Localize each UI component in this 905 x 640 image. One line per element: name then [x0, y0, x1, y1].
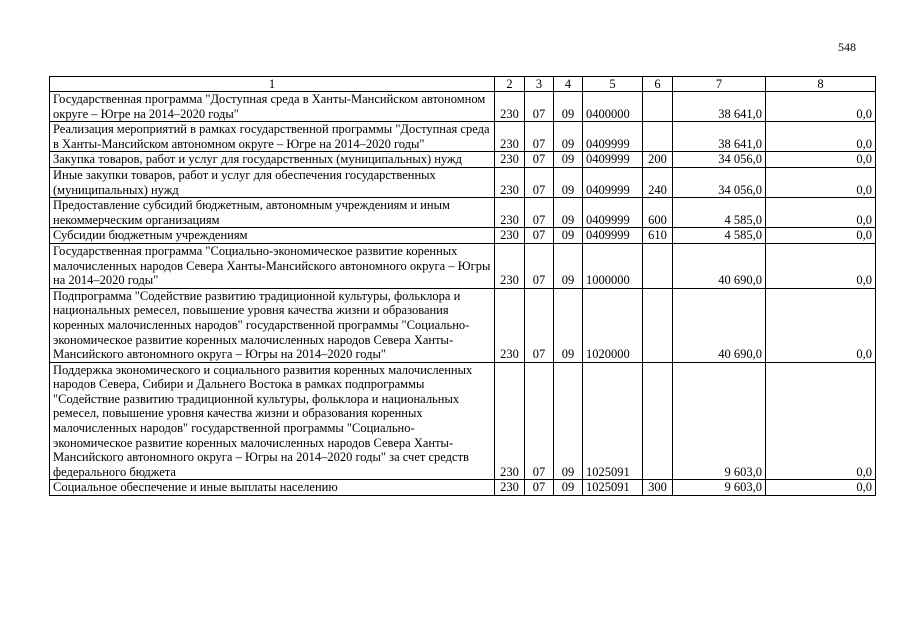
section-code-cell: 07 [525, 480, 554, 496]
admin-code-cell: 230 [495, 243, 525, 288]
admin-code-cell: 230 [495, 152, 525, 168]
row-name-cell: Государственная программа "Социально-экономическое развитие коренных малочисленных народов Севера Ханты-Мансийского автономного округа – Югры на 2014–2020 годы" [50, 243, 495, 288]
section-code-cell: 07 [525, 243, 554, 288]
expense-type-code-cell: 610 [643, 228, 673, 244]
amount-cell: 4 585,0 [673, 198, 766, 228]
admin-code-cell: 230 [495, 167, 525, 197]
amount-extra-cell: 0,0 [766, 288, 876, 362]
table-row [50, 288, 876, 362]
amount-cell: 4 585,0 [673, 228, 766, 244]
target-article-code-cell: 1020000 [583, 288, 643, 362]
subsection-code-cell: 09 [554, 198, 583, 228]
section-code-cell: 07 [525, 152, 554, 168]
amount-cell: 38 641,0 [673, 122, 766, 152]
header-cell: 8 [766, 77, 876, 92]
header-row [50, 77, 876, 92]
row-name-cell: Социальное обеспечение и иные выплаты населению [50, 480, 495, 496]
table-row [50, 92, 876, 122]
subsection-code-cell: 09 [554, 243, 583, 288]
amount-cell: 38 641,0 [673, 92, 766, 122]
table-row [50, 362, 876, 480]
table-row [50, 167, 876, 197]
row-name-cell: Закупка товаров, работ и услуг для государственных (муниципальных) нужд [50, 152, 495, 168]
subsection-code-cell: 09 [554, 167, 583, 197]
header-cell: 1 [50, 77, 495, 92]
expense-type-code-cell: 200 [643, 152, 673, 168]
subsection-code-cell: 09 [554, 92, 583, 122]
amount-extra-cell: 0,0 [766, 362, 876, 480]
table-row [50, 228, 876, 244]
row-name-cell: Предоставление субсидий бюджетным, автономным учреждениям и иным некоммерческим организациям [50, 198, 495, 228]
subsection-code-cell: 09 [554, 288, 583, 362]
section-code-cell: 07 [525, 122, 554, 152]
admin-code-cell: 230 [495, 122, 525, 152]
section-code-cell: 07 [525, 92, 554, 122]
row-name-cell: Реализация мероприятий в рамках государственной программы "Доступная среда в Ханты-Мансийском автономном округе – Югре на 2014–2020 годы" [50, 122, 495, 152]
expense-type-code-cell [643, 362, 673, 480]
admin-code-cell: 230 [495, 480, 525, 496]
amount-extra-cell: 0,0 [766, 243, 876, 288]
table-row [50, 122, 876, 152]
target-article-code-cell: 0409999 [583, 198, 643, 228]
subsection-code-cell: 09 [554, 362, 583, 480]
target-article-code-cell: 0409999 [583, 122, 643, 152]
admin-code-cell: 230 [495, 288, 525, 362]
amount-extra-cell: 0,0 [766, 152, 876, 168]
subsection-code-cell: 09 [554, 228, 583, 244]
section-code-cell: 07 [525, 228, 554, 244]
amount-cell: 40 690,0 [673, 243, 766, 288]
amount-cell: 9 603,0 [673, 362, 766, 480]
row-name-cell: Подпрограмма "Содействие развитию традиционной культуры, фольклора и национальных ремесел, повышение уровня качества жизни и образования коренных малочисленных народов" государственной программы "Социально-экономическое развитие коренных малочисленных народов Севера Ханты-Мансийского автономного округа – Югры на 2014–2020 годы" [50, 288, 495, 362]
admin-code-cell: 230 [495, 228, 525, 244]
table-row [50, 480, 876, 496]
expense-type-code-cell [643, 288, 673, 362]
amount-extra-cell: 0,0 [766, 198, 876, 228]
header-cell: 3 [525, 77, 554, 92]
amount-extra-cell: 0,0 [766, 92, 876, 122]
subsection-code-cell: 09 [554, 480, 583, 496]
table-row [50, 198, 876, 228]
target-article-code-cell: 0409999 [583, 152, 643, 168]
target-article-code-cell: 1000000 [583, 243, 643, 288]
amount-cell: 40 690,0 [673, 288, 766, 362]
target-article-code-cell: 0409999 [583, 228, 643, 244]
expense-type-code-cell [643, 92, 673, 122]
admin-code-cell: 230 [495, 198, 525, 228]
row-name-cell: Поддержка экономического и социального развития коренных малочисленных народов Севера, Сибири и Дальнего Востока в рамках подпрограммы "Содействие развитию традиционной культуры, фольклора и национальных ремесел, повышение уровня качества жизни и образования коренных малочисленных народов" государственной программы "Социально-экономическое развитие коренных малочисленных народов Севера Ханты-Мансийского автономного округа – Югры на 2014–2020 годы" за счет средств федерального бюджета [50, 362, 495, 480]
subsection-code-cell: 09 [554, 122, 583, 152]
header-cell: 4 [554, 77, 583, 92]
section-code-cell: 07 [525, 167, 554, 197]
expense-type-code-cell: 600 [643, 198, 673, 228]
amount-cell: 9 603,0 [673, 480, 766, 496]
section-code-cell: 07 [525, 198, 554, 228]
row-name-cell: Иные закупки товаров, работ и услуг для обеспечения государственных (муниципальных) нужд [50, 167, 495, 197]
header-cell: 5 [583, 77, 643, 92]
expense-type-code-cell [643, 122, 673, 152]
target-article-code-cell: 0409999 [583, 167, 643, 197]
amount-cell: 34 056,0 [673, 152, 766, 168]
amount-extra-cell: 0,0 [766, 480, 876, 496]
section-code-cell: 07 [525, 288, 554, 362]
expense-type-code-cell [643, 243, 673, 288]
page-number: 548 [838, 40, 856, 54]
expense-type-code-cell: 300 [643, 480, 673, 496]
amount-extra-cell: 0,0 [766, 228, 876, 244]
table-row [50, 152, 876, 168]
header-cell: 7 [673, 77, 766, 92]
admin-code-cell: 230 [495, 362, 525, 480]
expense-type-code-cell: 240 [643, 167, 673, 197]
subsection-code-cell: 09 [554, 152, 583, 168]
row-name-cell: Субсидии бюджетным учреждениям [50, 228, 495, 244]
table-row [50, 243, 876, 288]
amount-cell: 34 056,0 [673, 167, 766, 197]
header-cell: 6 [643, 77, 673, 92]
header-cell: 2 [495, 77, 525, 92]
target-article-code-cell: 1025091 [583, 480, 643, 496]
amount-extra-cell: 0,0 [766, 167, 876, 197]
amount-extra-cell: 0,0 [766, 122, 876, 152]
target-article-code-cell: 0400000 [583, 92, 643, 122]
target-article-code-cell: 1025091 [583, 362, 643, 480]
section-code-cell: 07 [525, 362, 554, 480]
admin-code-cell: 230 [495, 92, 525, 122]
budget-table [49, 76, 876, 496]
row-name-cell: Государственная программа "Доступная среда в Ханты-Мансийском автономном округе – Югре на 2014–2020 годы" [50, 92, 495, 122]
